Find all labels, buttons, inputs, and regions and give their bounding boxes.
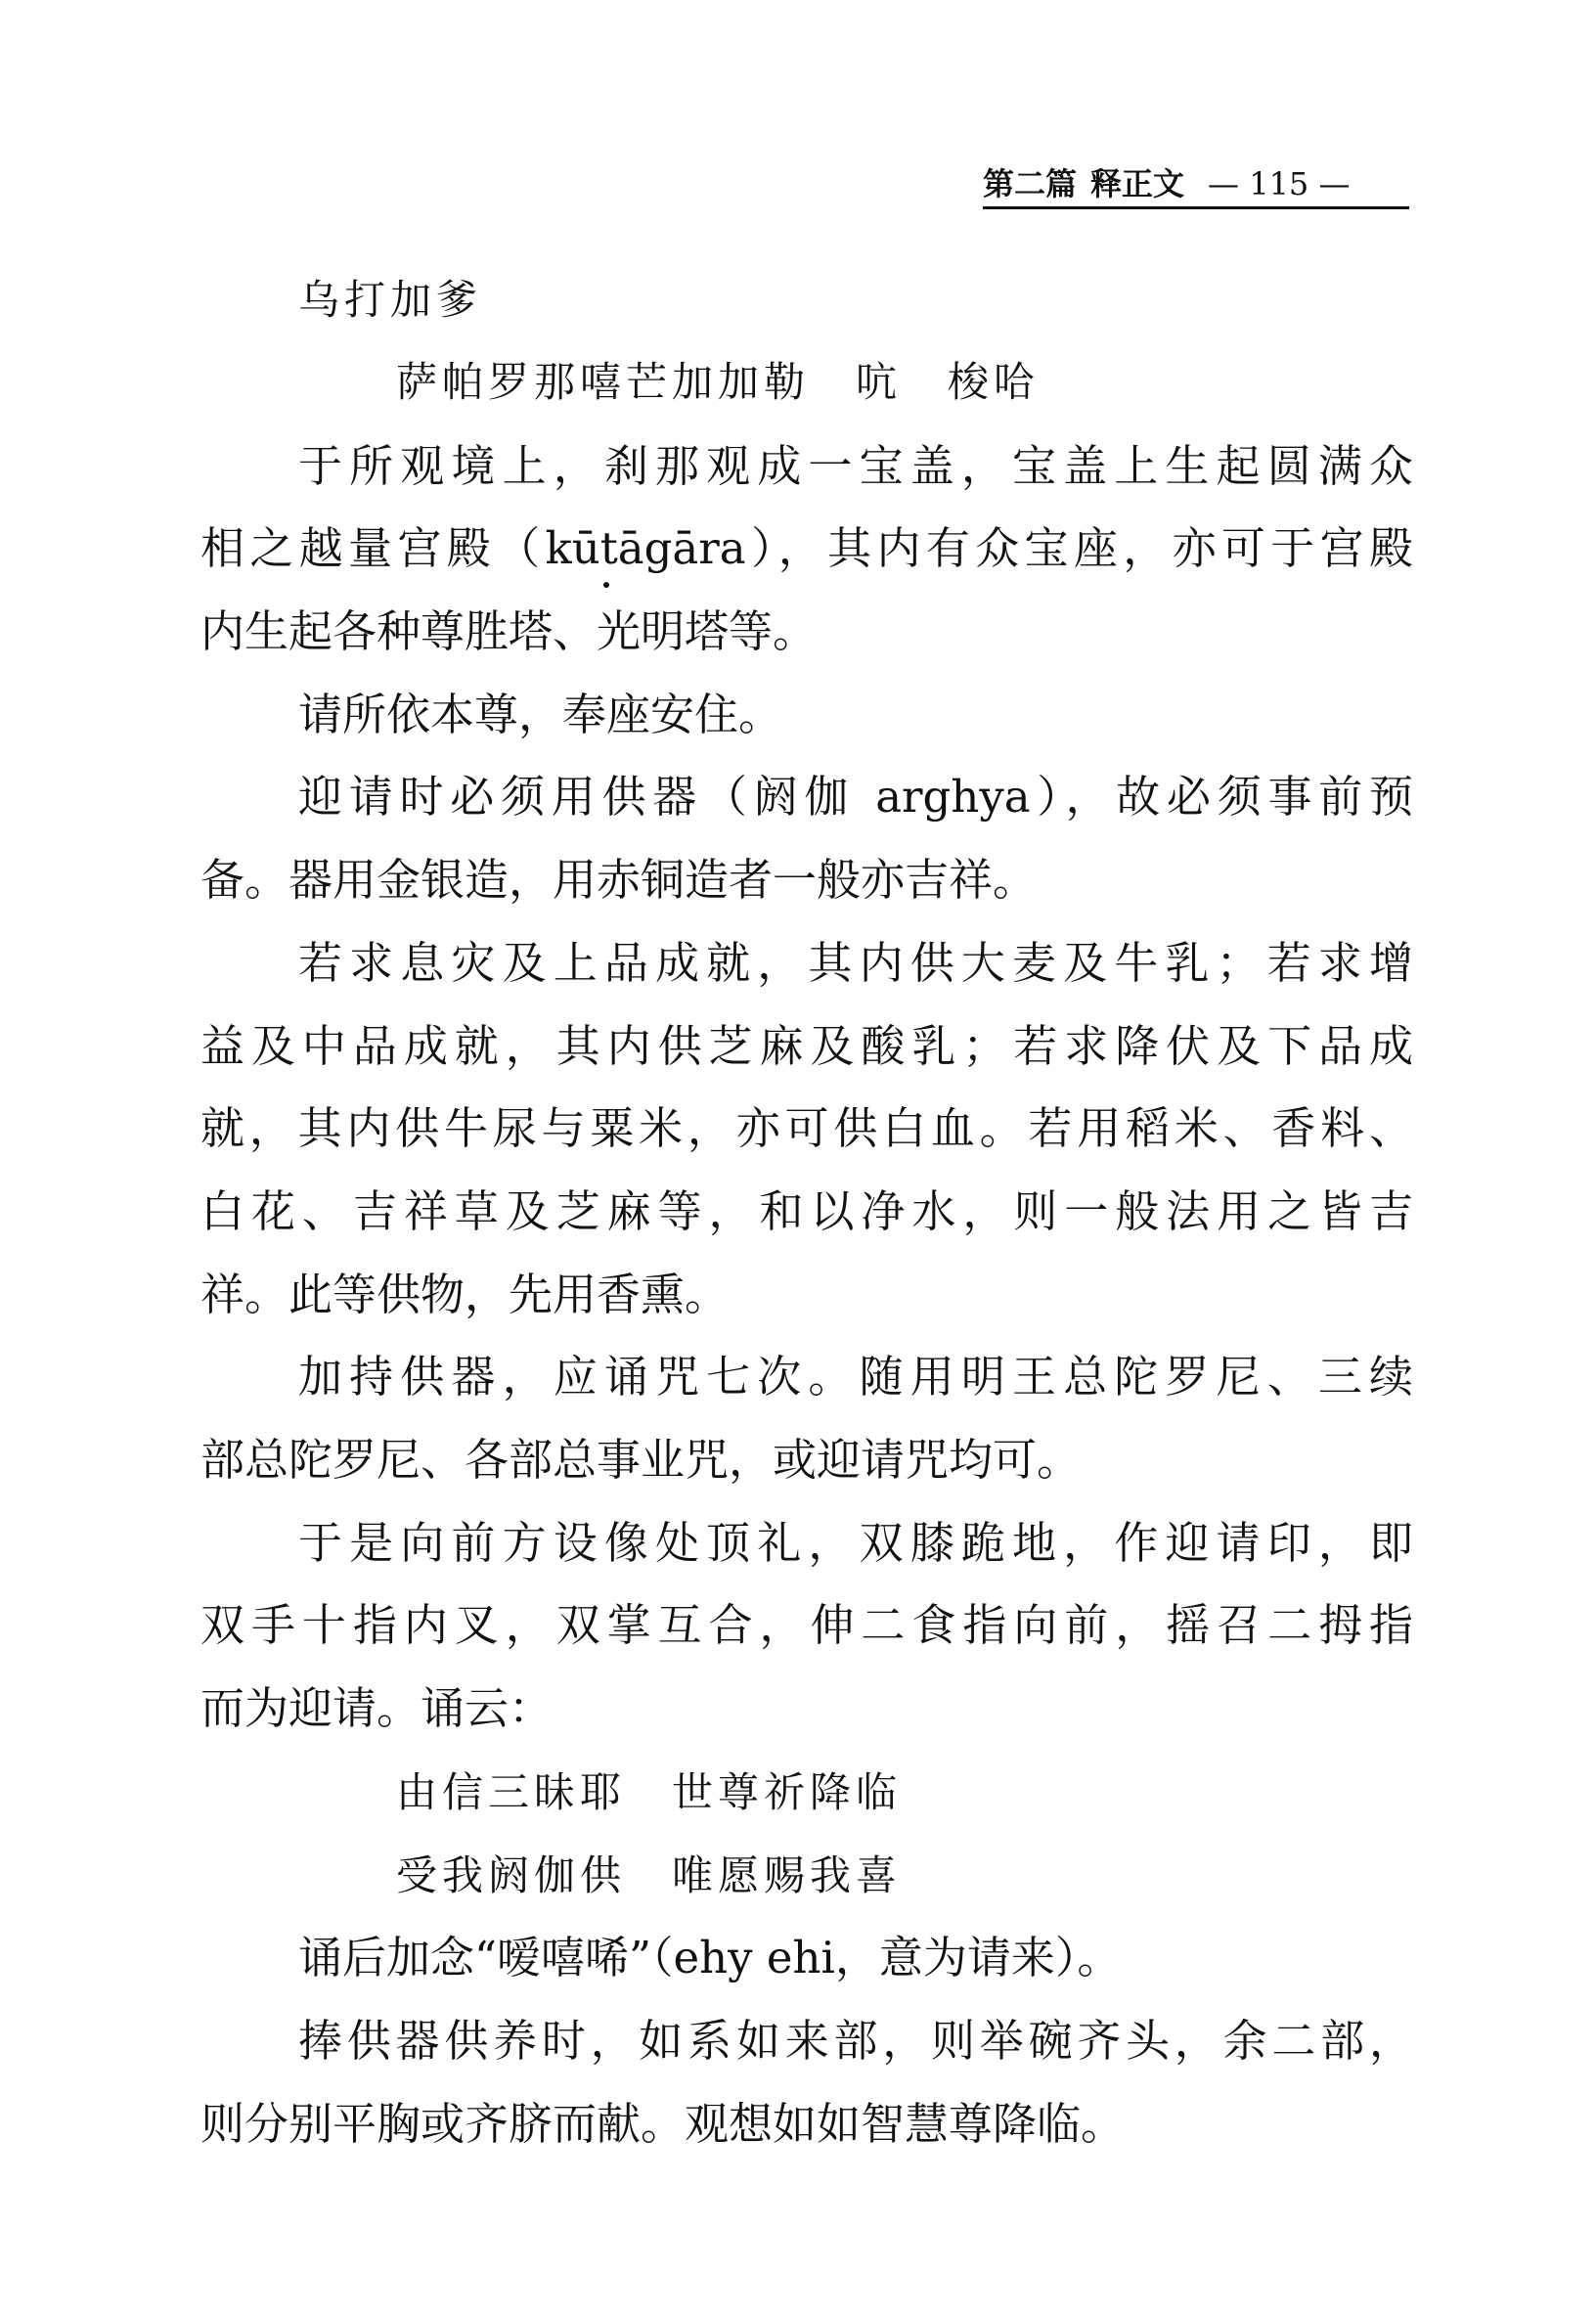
text-line: 诵后加念“嗳嘻唏”（ehy ehi，意为请来）。 <box>298 1932 1122 1983</box>
text-line: 则分别平胸或齐脐而献。观想如如智慧尊降临。 <box>200 2098 1126 2150</box>
mantra-title: 乌打加爹 <box>298 276 483 324</box>
text-line: 于所观境上，刹那观成一宝盖，宝盖上生起圆满众 <box>298 440 1413 492</box>
text-line: 白花、吉祥草及芝麻等，和以净水，则一般法用之皆吉 <box>200 1185 1413 1237</box>
text-line: 益及中品成就，其内供芝麻及酸乳；若求降伏及下品成 <box>200 1020 1413 1072</box>
text-line: 相之越量宫殿（kūtāgāra），其内有众宝座，亦可于宫殿 <box>200 522 1413 574</box>
verse-line: 由信三昧耶 世尊祈降临 <box>396 1768 903 1816</box>
text-line: 就，其内供牛尿与粟米，亦可供白血。若用稻米、香料、 <box>200 1102 1413 1154</box>
header-chapter: 第二篇 <box>983 165 1078 202</box>
mantra-line: 萨帕罗那嘻芒加加勒 吭 梭哈 <box>396 358 1041 406</box>
running-header <box>983 161 1409 209</box>
text-line: 而为迎请。诵云： <box>200 1682 554 1734</box>
text-line: 若求息灾及上品成就，其内供大麦及牛乳；若求增 <box>298 937 1413 989</box>
text-line: 内生起各种尊胜塔、光明塔等。 <box>200 605 818 657</box>
text-line: 捧供器供养时，如系如来部，则举碗齐头，余二部， <box>298 2015 1413 2067</box>
text-line: 部总陀罗尼、各部总事业咒，或迎请咒均可。 <box>200 1434 1082 1486</box>
text-line: 迎请时必须用供器（阏伽 arghya），故必须事前预 <box>298 771 1413 823</box>
text-line: 祥。此等供物，先用香熏。 <box>200 1269 730 1320</box>
page-number: — 115 — <box>1208 165 1351 202</box>
text-line: 加持供器，应诵咒七次。随用明王总陀罗尼、三续 <box>298 1351 1413 1403</box>
text-line: 于是向前方设像处顶礼，双膝跪地，作迎请印，即 <box>298 1517 1413 1569</box>
text-line: 双手十指内叉，双掌互合，伸二食指向前，摇召二拇指 <box>200 1599 1413 1651</box>
text-line: 请所依本尊，奉座安住。 <box>298 689 783 740</box>
transliteration-dot-mark <box>603 582 609 588</box>
verse-line: 受我阏伽供 唯愿赐我喜 <box>396 1851 903 1899</box>
header-section: 释正文 <box>1090 165 1185 202</box>
text-line: 备。器用金银造，用赤铜造者一般亦吉祥。 <box>200 854 1038 906</box>
